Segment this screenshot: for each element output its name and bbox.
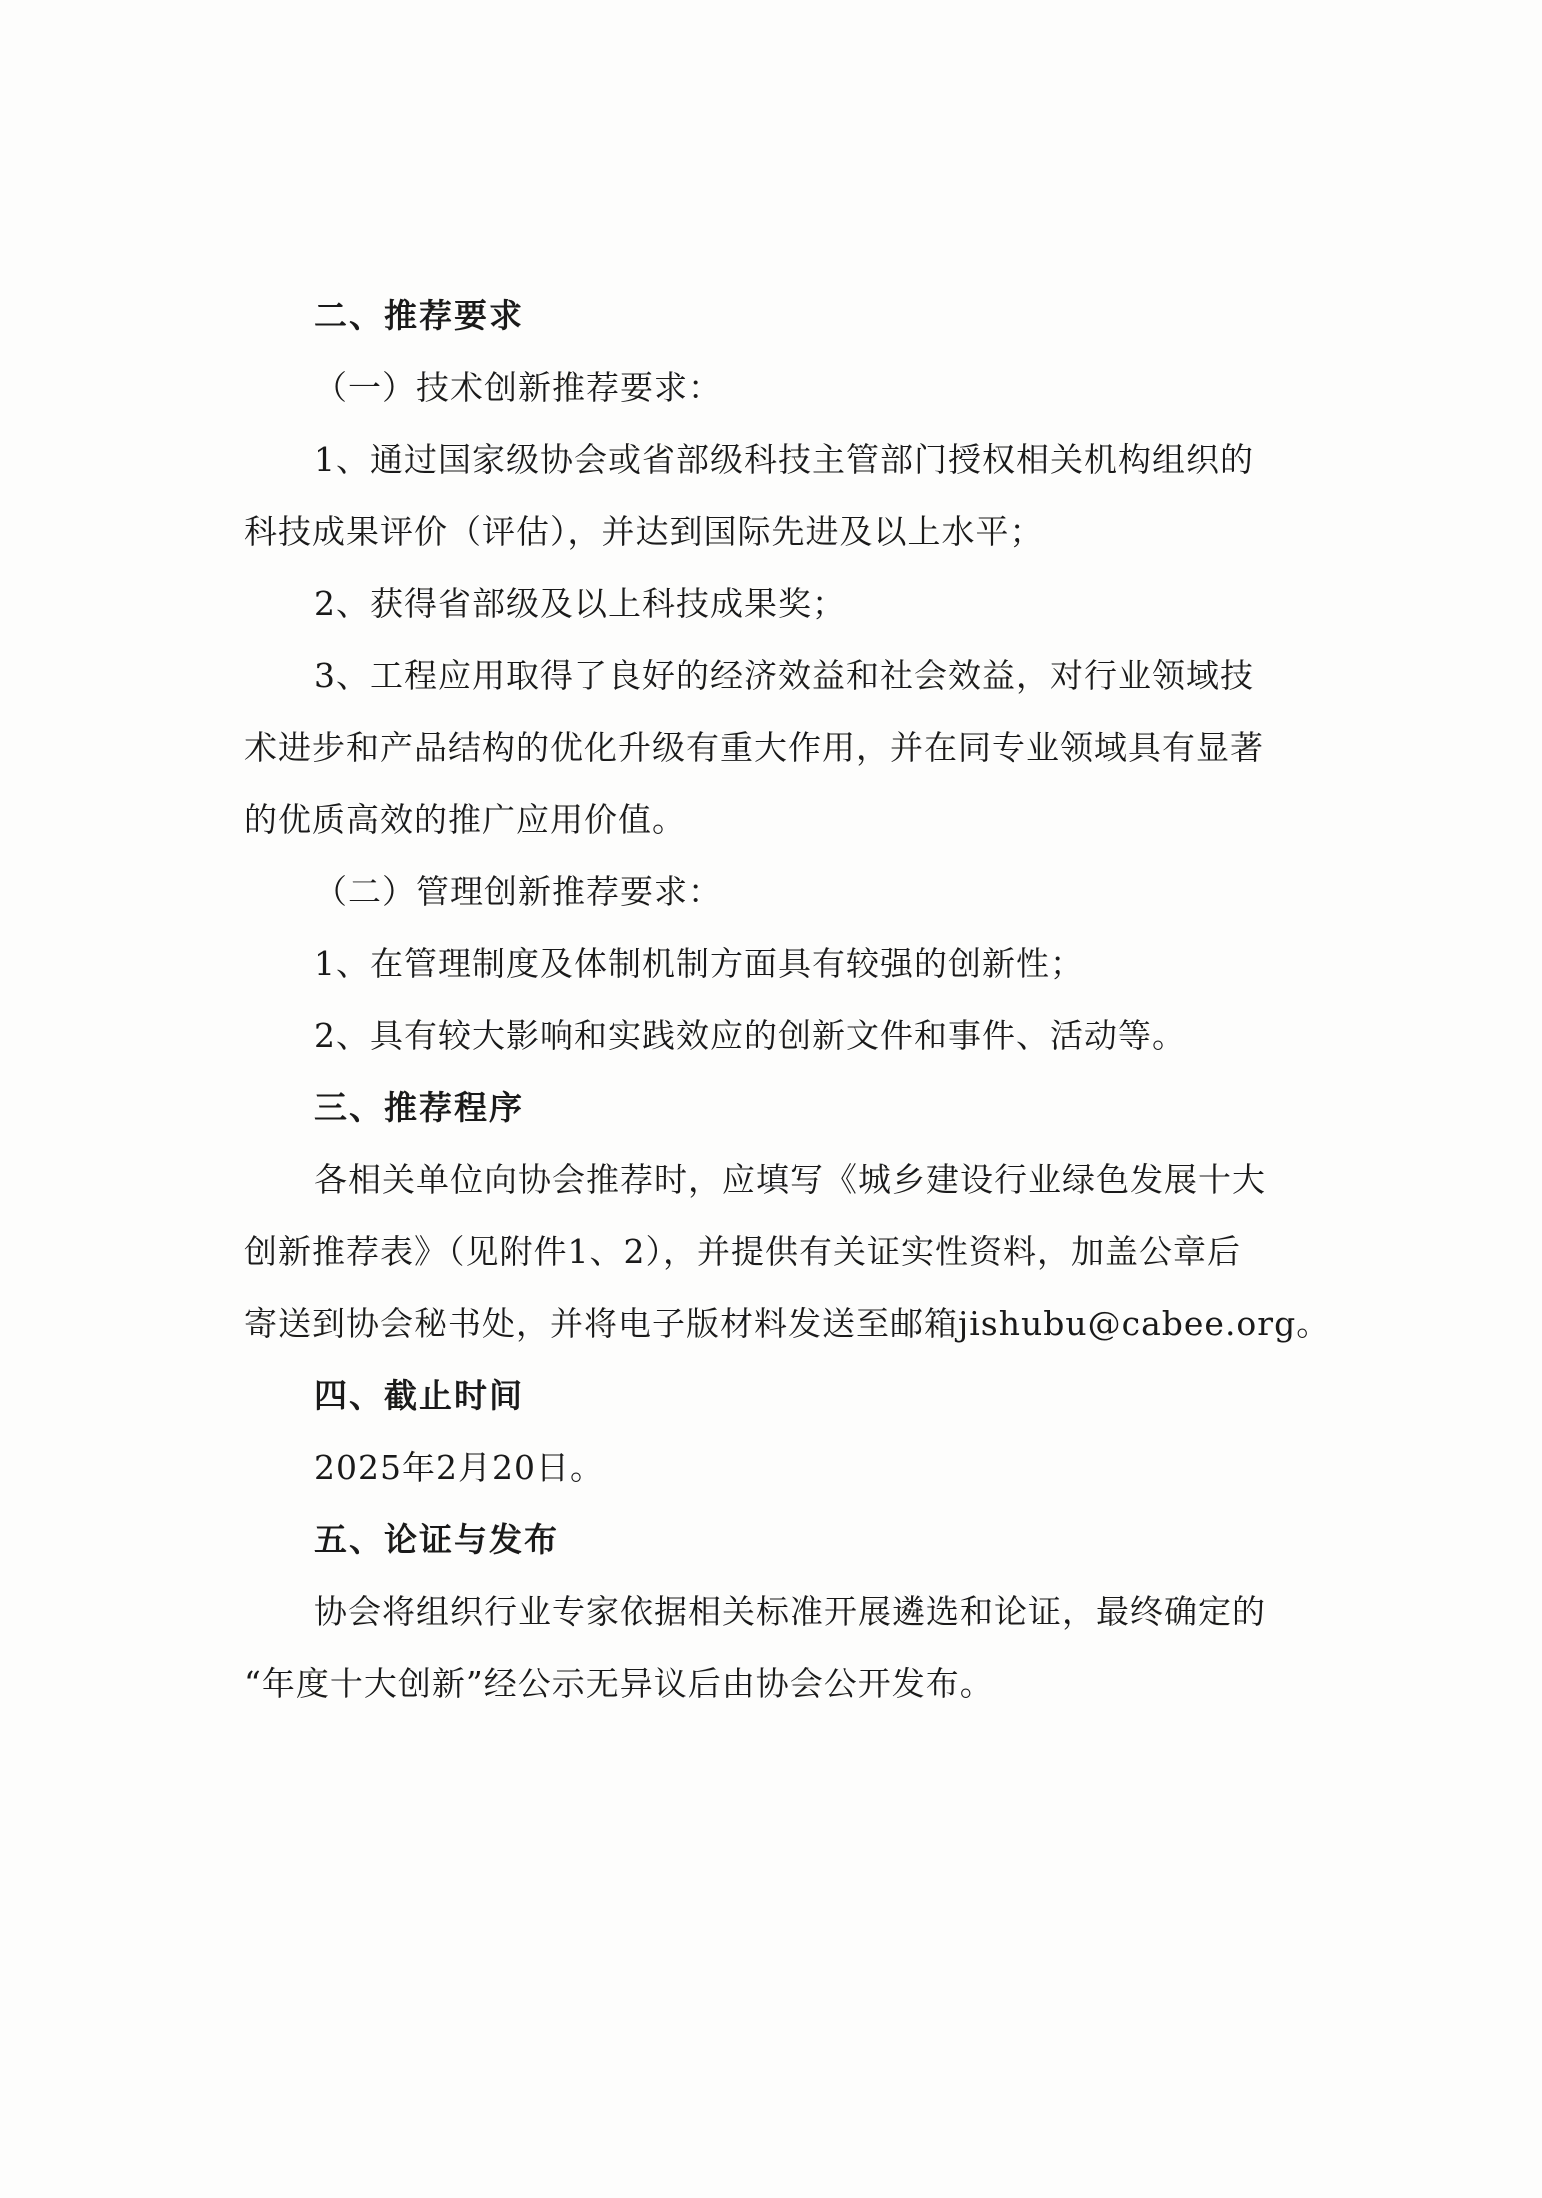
document-body <box>244 280 1331 1720</box>
subsection-title-tech-innovation: （一）技术创新推荐要求： <box>314 368 722 407</box>
paragraph-line: 1、通过国家级协会或省部级科技主管部门授权相关机构组织的 <box>314 440 1254 479</box>
paragraph-line: 科技成果评价（评估），并达到国际先进及以上水平； <box>244 512 1044 551</box>
deadline-date: 2025年2月20日。 <box>314 1448 604 1487</box>
paragraph-line: 的优质高效的推广应用价值。 <box>244 800 686 839</box>
paragraph-line: “年度十大创新”经公示无异议后由协会公开发布。 <box>244 1664 994 1703</box>
paragraph-line: 1、在管理制度及体制机制方面具有较强的创新性； <box>314 944 1084 983</box>
paragraph-line-email: 寄送到协会秘书处，并将电子版材料发送至邮箱jishubu@cabee.org。 <box>244 1304 1331 1343</box>
paragraph-line: 协会将组织行业专家依据相关标准开展遴选和论证，最终确定的 <box>314 1592 1266 1631</box>
section-heading-deadline: 四、截止时间 <box>314 1376 524 1415</box>
paragraph-line: 各相关单位向协会推荐时，应填写《城乡建设行业绿色发展十大 <box>314 1160 1266 1199</box>
paragraph-line: 创新推荐表》（见附件1、2），并提供有关证实性资料，加盖公章后 <box>244 1232 1241 1271</box>
paragraph-line: 2、具有较大影响和实践效应的创新文件和事件、活动等。 <box>314 1016 1186 1055</box>
section-heading-review-and-release: 五、论证与发布 <box>314 1520 559 1559</box>
section-heading-recommendation-procedure: 三、推荐程序 <box>314 1088 524 1127</box>
paragraph-line: 术进步和产品结构的优化升级有重大作用，并在同专业领域具有显著 <box>244 728 1264 767</box>
subsection-title-management-innovation: （二）管理创新推荐要求： <box>314 872 722 911</box>
section-heading-recommendation-requirements: 二、推荐要求 <box>314 296 524 335</box>
paragraph-line: 2、获得省部级及以上科技成果奖； <box>314 584 846 623</box>
paragraph-line: 3、工程应用取得了良好的经济效益和社会效益，对行业领域技 <box>314 656 1254 695</box>
